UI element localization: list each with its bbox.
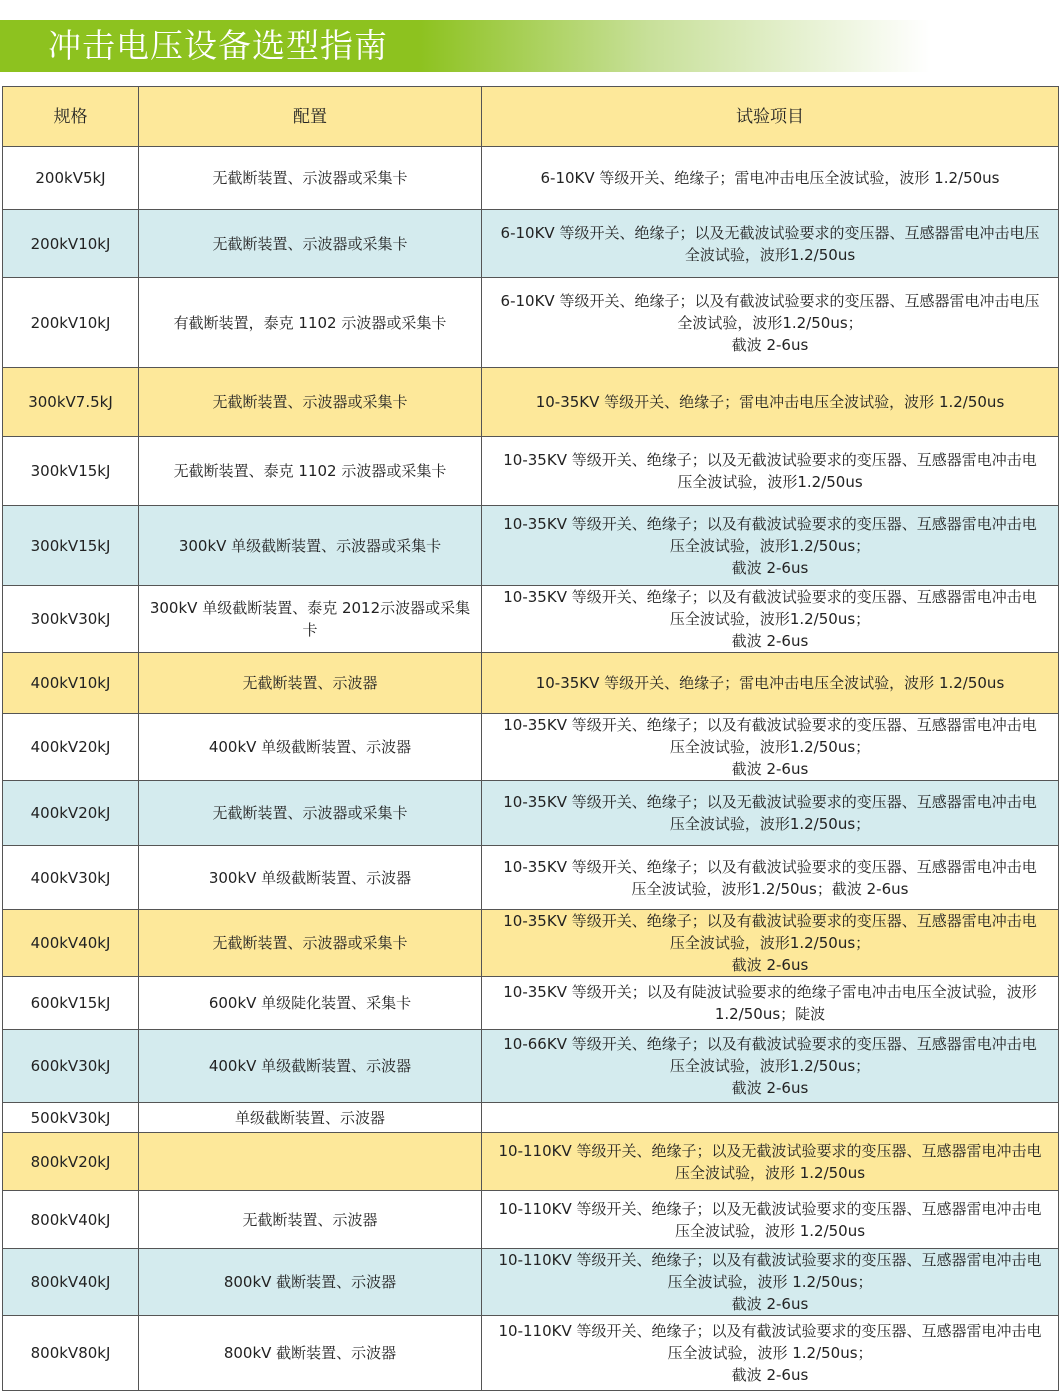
cell-spec: 800kV40kJ	[3, 1249, 139, 1316]
cell-line: 压全波试验，波形1.2/50us；	[669, 934, 871, 952]
cell-spec: 400kV20kJ	[3, 714, 139, 781]
cell-test-items	[482, 1191, 1059, 1249]
header-spec: 规格	[3, 87, 139, 147]
cell-test-items	[482, 977, 1059, 1030]
title-banner	[0, 20, 930, 72]
cell-line: 6-10KV 等级开关、绝缘子；以及无截波试验要求的变压器、互感器雷电冲击电压	[500, 223, 1040, 242]
table-row	[3, 977, 1059, 1030]
cell-test-items	[482, 586, 1059, 653]
cell-line: 300kV 单级截断装置、示波器或采集卡	[178, 536, 442, 555]
cell-line: 压全波试验，波形1.2/50us；截波 2-6us	[631, 879, 909, 898]
cell-config	[139, 506, 482, 586]
table-row	[3, 846, 1059, 910]
cell-line: 全波试验，波形1.2/50us	[684, 245, 856, 264]
cell-spec: 800kV80kJ	[3, 1316, 139, 1391]
cell-test-items	[482, 910, 1059, 977]
cell-line: 1.2/50us；陡波	[714, 1005, 826, 1023]
cell-line: 截波 2-6us	[731, 335, 809, 354]
cell-config	[139, 278, 482, 368]
cell-config	[139, 714, 482, 781]
table-row	[3, 1133, 1059, 1191]
cell-test-items	[482, 1103, 1059, 1133]
cell-test-items	[482, 1133, 1059, 1191]
cell-line: 无截断装置、示波器或采集卡	[212, 169, 408, 187]
cell-config	[139, 653, 482, 714]
cell-test-items	[482, 210, 1059, 278]
cell-test-items	[482, 147, 1059, 210]
cell-config	[139, 1249, 482, 1316]
cell-line: 10-110KV 等级开关、绝缘子；以及有截波试验要求的变压器、互感器雷电冲击电	[498, 1251, 1042, 1269]
cell-config	[139, 1133, 482, 1191]
cell-spec: 600kV30kJ	[3, 1030, 139, 1103]
cell-line: 6-10KV 等级开关、绝缘子；以及有截波试验要求的变压器、互感器雷电冲击电压	[500, 291, 1040, 310]
cell-spec: 400kV40kJ	[3, 910, 139, 977]
cell-line: 截波 2-6us	[731, 1366, 809, 1384]
cell-line: 压全波试验，波形1.2/50us	[677, 473, 863, 491]
cell-spec: 300kV7.5kJ	[3, 368, 139, 437]
cell-line: 10-35KV 等级开关、绝缘子；以及有截波试验要求的变压器、互感器雷电冲击电	[503, 716, 1037, 734]
cell-line: 有截断装置，泰克 1102 示波器或采集卡	[173, 313, 447, 332]
cell-line: 6-10KV 等级开关、绝缘子；雷电冲击电压全波试验，波形 1.2/50us	[540, 169, 1000, 187]
cell-line: 600kV 单级陡化装置、采集卡	[208, 994, 412, 1012]
cell-line: 10-35KV 等级开关、绝缘子；以及无截波试验要求的变压器、互感器雷电冲击电	[503, 451, 1037, 469]
cell-line: 卡	[302, 621, 318, 639]
cell-config	[139, 1103, 482, 1133]
cell-test-items	[482, 846, 1059, 910]
cell-spec: 400kV20kJ	[3, 781, 139, 846]
cell-line: 10-110KV 等级开关、绝缘子；以及无截波试验要求的变压器、互感器雷电冲击电	[498, 1199, 1042, 1218]
cell-config	[139, 846, 482, 910]
cell-test-items	[482, 1249, 1059, 1316]
cell-line: 无截断装置、示波器或采集卡	[212, 393, 408, 411]
cell-line: 截波 2-6us	[731, 760, 809, 778]
cell-line: 单级截断装置、示波器	[234, 1108, 385, 1127]
cell-line: 无截断装置、泰克 1102 示波器或采集卡	[173, 462, 447, 480]
cell-spec: 800kV40kJ	[3, 1191, 139, 1249]
table-row	[3, 653, 1059, 714]
cell-config	[139, 910, 482, 977]
cell-line: 截波 2-6us	[731, 1295, 809, 1313]
cell-line: 10-35KV 等级开关、绝缘子；以及无截波试验要求的变压器、互感器雷电冲击电	[503, 793, 1037, 811]
cell-config	[139, 1030, 482, 1103]
cell-line: 截波 2-6us	[731, 632, 809, 650]
table-row	[3, 1316, 1059, 1391]
table-row	[3, 278, 1059, 368]
table-row	[3, 506, 1059, 586]
table-header-row	[3, 87, 1059, 147]
cell-line: 无截断装置、示波器或采集卡	[212, 934, 408, 952]
cell-config	[139, 1191, 482, 1249]
cell-spec: 300kV30kJ	[3, 586, 139, 653]
table-row	[3, 368, 1059, 437]
cell-line: 400kV 单级截断装置、示波器	[208, 1057, 412, 1075]
cell-line: 压全波试验，波形 1.2/50us；	[667, 1344, 873, 1362]
cell-test-items	[482, 506, 1059, 586]
cell-config	[139, 368, 482, 437]
cell-line: 截波 2-6us	[731, 558, 809, 577]
cell-test-items	[482, 653, 1059, 714]
cell-line: 压全波试验，波形1.2/50us；	[669, 610, 871, 628]
cell-spec: 400kV30kJ	[3, 846, 139, 910]
cell-line: 10-110KV 等级开关、绝缘子；以及有截波试验要求的变压器、互感器雷电冲击电	[498, 1322, 1042, 1340]
cell-line: 无截断装置、示波器	[242, 674, 378, 692]
cell-line: 压全波试验，波形1.2/50us；	[669, 738, 871, 756]
cell-line: 压全波试验，波形 1.2/50us	[674, 1163, 866, 1182]
cell-line: 压全波试验，波形1.2/50us；	[669, 1057, 871, 1075]
cell-spec: 800kV20kJ	[3, 1133, 139, 1191]
cell-test-items	[482, 1030, 1059, 1103]
cell-config	[139, 1316, 482, 1391]
cell-line: 10-35KV 等级开关、绝缘子；雷电冲击电压全波试验，波形 1.2/50us	[535, 393, 1005, 411]
cell-spec: 400kV10kJ	[3, 653, 139, 714]
cell-spec: 200kV10kJ	[3, 278, 139, 368]
cell-spec: 300kV15kJ	[3, 506, 139, 586]
cell-config	[139, 147, 482, 210]
header-config: 配置	[139, 87, 482, 147]
cell-line: 10-35KV 等级开关、绝缘子；以及有截波试验要求的变压器、互感器雷电冲击电	[503, 514, 1037, 533]
cell-line: 截波 2-6us	[731, 956, 809, 974]
cell-config	[139, 437, 482, 506]
cell-spec: 500kV30kJ	[3, 1103, 139, 1133]
cell-test-items	[482, 781, 1059, 846]
cell-line: 无截断装置、示波器或采集卡	[212, 234, 408, 253]
table-row	[3, 1249, 1059, 1316]
cell-line: 10-35KV 等级开关、绝缘子；以及有截波试验要求的变压器、互感器雷电冲击电	[503, 912, 1037, 930]
cell-line: 压全波试验，波形1.2/50us；	[669, 815, 871, 833]
cell-test-items	[482, 368, 1059, 437]
cell-line: 无截断装置、示波器	[242, 1210, 378, 1229]
cell-line: 800kV 截断装置、示波器	[223, 1273, 397, 1291]
cell-line: 压全波试验，波形 1.2/50us	[674, 1221, 866, 1240]
table-row	[3, 210, 1059, 278]
cell-line: 300kV 单级截断装置、示波器	[208, 868, 412, 887]
cell-test-items	[482, 1316, 1059, 1391]
table-row	[3, 714, 1059, 781]
cell-line: 10-35KV 等级开关；以及有陡波试验要求的绝缘子雷电冲击电压全波试验，波形	[503, 983, 1037, 1001]
table-row	[3, 1191, 1059, 1249]
cell-line: 10-110KV 等级开关、绝缘子；以及无截波试验要求的变压器、互感器雷电冲击电	[498, 1141, 1042, 1160]
table-row	[3, 586, 1059, 653]
cell-config	[139, 586, 482, 653]
table-row	[3, 910, 1059, 977]
cell-line: 10-35KV 等级开关、绝缘子；雷电冲击电压全波试验，波形 1.2/50us	[535, 674, 1005, 692]
cell-line: 10-35KV 等级开关、绝缘子；以及有截波试验要求的变压器、互感器雷电冲击电	[503, 857, 1037, 876]
cell-line: 10-35KV 等级开关、绝缘子；以及有截波试验要求的变压器、互感器雷电冲击电	[503, 588, 1037, 606]
cell-test-items	[482, 278, 1059, 368]
cell-spec: 200kV5kJ	[3, 147, 139, 210]
cell-line: 10-66KV 等级开关、绝缘子；以及有截波试验要求的变压器、互感器雷电冲击电	[503, 1035, 1037, 1053]
table-row	[3, 147, 1059, 210]
cell-line: 压全波试验，波形1.2/50us；	[669, 536, 871, 555]
table-row	[3, 781, 1059, 846]
table-row	[3, 1103, 1059, 1133]
cell-line: 800kV 截断装置、示波器	[223, 1344, 397, 1362]
cell-config	[139, 977, 482, 1030]
cell-line: 全波试验，波形1.2/50us；	[677, 313, 863, 332]
equipment-selection-table	[2, 86, 1059, 1391]
cell-line: 300kV 单级截断装置、泰克 2012示波器或采集	[149, 599, 471, 617]
cell-test-items	[482, 437, 1059, 506]
table-row	[3, 1030, 1059, 1103]
cell-line: 截波 2-6us	[731, 1079, 809, 1097]
cell-config	[139, 210, 482, 278]
cell-line: 压全波试验，波形 1.2/50us；	[667, 1273, 873, 1291]
cell-spec: 600kV15kJ	[3, 977, 139, 1030]
header-test-items: 试验项目	[482, 87, 1059, 147]
cell-line: 400kV 单级截断装置、示波器	[208, 738, 412, 756]
cell-config	[139, 781, 482, 846]
table-row	[3, 437, 1059, 506]
cell-line: 无截断装置、示波器或采集卡	[212, 804, 408, 822]
cell-test-items	[482, 714, 1059, 781]
cell-spec: 300kV15kJ	[3, 437, 139, 506]
page-title: 冲击电压设备选型指南	[48, 26, 388, 65]
cell-spec: 200kV10kJ	[3, 210, 139, 278]
